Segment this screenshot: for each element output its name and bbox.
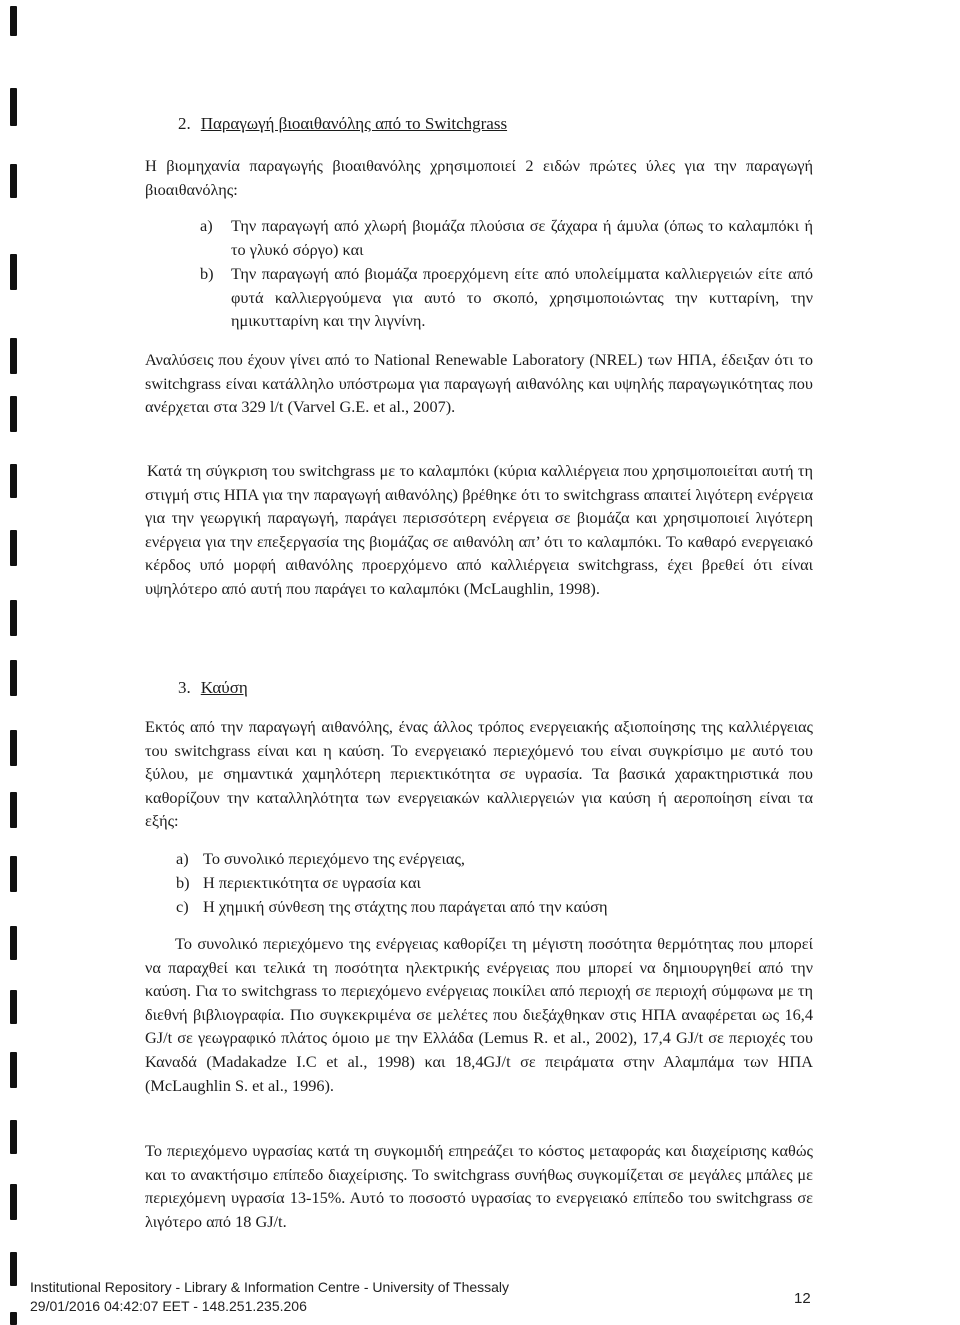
paragraph: Το συνολικό περιεχόμενο της ενέργειας καθορίζει τη μέγιστη ποσότητα θερμότητας που μπορεί να παραχθεί και τελικά τη ποσότητα ηλεκτρικής ενέργειας που μπορεί να δημιουργηθεί από την καύση. Για το switchgrass το περιεχόμενο ενέργειας ποικίλει από περιοχή σε περιοχή σύμφωνα με τη διεθνή βιβλιογραφία. Πιο συγκεκριμένα σε μελέτες που διεξάχθηκαν στις ΗΠΑ αναφέρεται ως 16,4 GJ/t σε γεωγραφικό πλάτος όμοιο με την Ελλάδα (Lemus R. et al., 2002), 17,4 GJ/t σε περιοχές του Καναδά (Madakadze I.C et al., 1998) και 18,4GJ/t σε πειράματα στην Αλαμπάμα των ΗΠΑ (McLaughlin S. et al., 1996). — [145, 934, 813, 1095]
list-label: b) — [200, 264, 214, 283]
section-number: 3. — [178, 678, 191, 697]
paragraph: Το περιεχόμενο υγρασίας κατά τη συγκομιδή επηρεάζει το κόστος μεταφοράς και διαχείρισης καθώς και το ανακτήσιμο επίπεδο διαχείρισης. Το switchgrass συνήθως συγκομίζεται σε μεγάλες μπάλες με περιεχόμενη υγρασία 13-15%. Αυτό το ποσοστό υγρασίας το ενεργειακό επίπεδο του switchgrass σε λιγότερο από 18 GJ/t. — [145, 1141, 813, 1231]
paragraph: Εκτός από την παραγωγή αιθανόλης, ένας άλλος τρόπος ενεργειακής αξιοποίησης της καλλιέργειας του switchgrass είναι και η καύση. Το ενεργειακό περιεχόμενό του είναι συγκρίσιμο με αυτό του ξύλου, με σημαντικά χαμηλότερη περιεκτικότητα σε υγρασία. Τα βασικά χαρακτηριστικά που καθορίζουν την καταλληλότητα των ενεργειακών καλλιεργειών για καύση ή αεροποίηση είναι τα εξής: — [145, 717, 813, 831]
section-heading — [178, 678, 248, 698]
repository-footer — [30, 1278, 509, 1316]
section-title: Παραγωγή βιοαιθανόλης από το Switchgrass — [200, 114, 508, 133]
section-heading — [178, 114, 507, 134]
list-text: Το συνολικό περιεχόμενο της ενέργειας, — [203, 849, 465, 868]
page-number: 12 — [794, 1290, 811, 1307]
list-text: Την παραγωγή από βιομάζα προερχόμενη είτε από υπολείμματα καλλιεργειών είτε από φυτά καλλιεργούμενα για αυτό το σκοπό, χρησιμοποιώντας την κυτταρίνη, την ημικυτταρίνη και την λιγνίνη. — [231, 264, 813, 331]
list-label: c) — [176, 897, 189, 916]
footer-timestamp-line: 29/01/2016 04:42:07 EET - 148.251.235.206 — [30, 1298, 307, 1314]
footer-repository-line: Institutional Repository - Library & Information Centre - University of Thessaly — [30, 1279, 510, 1295]
list-text: Η περιεκτικότητα σε υγρασία και — [203, 873, 421, 892]
paragraph: Η βιομηχανία παραγωγής βιοαιθανόλης χρησιμοποιεί 2 ειδών πρώτες ύλες για την παραγωγή βιοαιθανόλης: — [145, 156, 813, 199]
list-item — [200, 214, 813, 261]
paragraph: Αναλύσεις που έχουν γίνει από το National Renewable Laboratory (NREL) των ΗΠΑ, έδειξαν ότι το switchgrass είναι κατάλληλο υπόστρωμα για παραγωγή αιθανόλης και υψηλής παραγωγικότητας που ανέρχεται στα 329 l/t (Varvel G.E. et al., 2007). — [145, 350, 813, 417]
list-item — [200, 262, 813, 333]
section-number: 2. — [178, 114, 191, 133]
list-label: b) — [176, 873, 190, 892]
list-text: Η χημική σύνθεση της στάχτης που παράγεται από την καύση — [203, 897, 608, 916]
list-label: a) — [176, 849, 189, 868]
list-label: a) — [200, 216, 213, 235]
section-title: Καύση — [200, 678, 248, 697]
list-item — [176, 847, 813, 871]
list-item — [176, 895, 813, 919]
paragraph: Κατά τη σύγκριση του switchgrass με το καλαμπόκι (κύρια καλλιέργεια που χρησιμοποιείται αυτή τη στιγμή στις ΗΠΑ για την παραγωγή αιθανόλης) βρέθηκε ότι το switchgrass απαιτεί λιγότερη ενέργεια για την γεωργική παραγωγή, παράγει περισσότερη ενέργεια σε βιομάζα και χρησιμοποιεί λιγότερη ενέργεια για την επεξεργασία της βιομάζας σε αιθανόλη απ’ ότι το καλαμπόκι. Το καθαρό ενεργειακό κέρδος υπό μορφή αιθανόλης προερχόμενο από καλλιέργεια switchgrass, έχει βρεθεί ότι είναι υψηλότερο από αυτή που παράγει το καλαμπόκι (McLaughlin, 1998). — [145, 461, 813, 598]
list-text: Την παραγωγή από χλωρή βιομάζα πλούσια σε ζάχαρα ή άμυλα (όπως το καλαμπόκι ή το γλυκό σόργο) και — [231, 216, 813, 259]
list-item — [176, 871, 813, 895]
